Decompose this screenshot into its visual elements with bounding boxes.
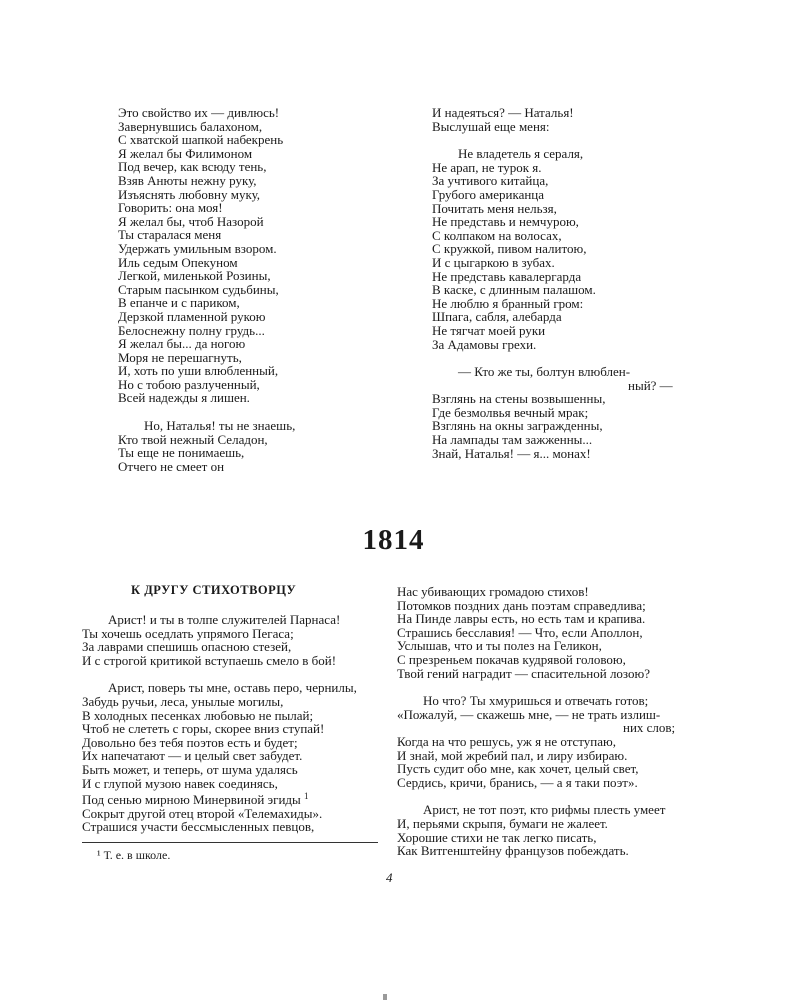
verse-line: Услышав, что и ты полез на Геликон, xyxy=(397,638,602,654)
verse-line: Быть может, и теперь, от шума удалясь xyxy=(82,761,298,777)
stanza-gap xyxy=(397,680,675,694)
verse-line: И надеяться? — Наталья! xyxy=(432,105,574,120)
verse-line: С колпаком на волосах, xyxy=(432,227,562,243)
verse-line: С хватской шапкой набекрень xyxy=(118,132,284,148)
verse-line: Грубого американца xyxy=(432,186,545,202)
verse-line: Сокрыт другой отец второй «Телемахиды». xyxy=(82,805,323,821)
poem-column-bottom-right xyxy=(397,585,675,858)
verse-line: Кто твой нежный Селадон, xyxy=(118,431,268,447)
verse-line: Отчего не смеет он xyxy=(118,458,225,474)
verse-line: Но что? Ты хмуришься и отвечать готов; xyxy=(423,693,649,709)
verse-line: И, перьями скрыпя, бумаги не жалеет. xyxy=(397,815,608,831)
verse-line: Не владетель я сераля, xyxy=(458,146,584,162)
stanza-gap xyxy=(82,667,357,681)
scan-artifact xyxy=(383,994,387,1000)
verse-line: Ты хочешь оседлать упрямого Пегаса; xyxy=(82,625,294,641)
verse-line: Не люблю я бранный гром: xyxy=(432,295,584,311)
verse-line: Сердись, кричи, бранись, — а я таки поэт». xyxy=(397,774,638,790)
poem-title: К ДРУГУ СТИХОТВОРЦУ xyxy=(131,583,297,597)
verse-line: Не тягчат моей руки xyxy=(432,322,546,338)
poem-column-top-right xyxy=(432,106,673,460)
verse-line: Хорошие стихи не так легко писать, xyxy=(397,829,597,845)
verse-line: ный? — xyxy=(628,377,673,393)
verse-line: Арист! и ты в толпе служителей Парнаса! xyxy=(108,612,341,627)
year-heading: 1814 xyxy=(362,524,425,556)
verse-line: Довольно без тебя поэтов есть и будет; xyxy=(82,734,298,750)
verse-text: Под сенью мирною Минервиной эгиды xyxy=(82,792,301,808)
verse-line: Шпага, сабля, алебарда xyxy=(432,309,562,325)
verse-line: В холодных песенках любовью не пылай; xyxy=(82,707,314,723)
verse-line: Не арап, не турок я. xyxy=(432,159,542,175)
verse-line: Легкой, миленькой Розины, xyxy=(118,268,271,284)
verse-line: Взглянь на стены возвышенны, xyxy=(432,391,606,407)
verse-line: «Пожалуй, — скажешь мне, — не трать излиш- xyxy=(397,706,661,722)
verse-line: Изъяснять любовну муку, xyxy=(118,186,261,202)
verse-line: Но, Наталья! ты не знаешь, xyxy=(144,418,296,434)
verse-line: Взяв Анюты нежну руку, xyxy=(118,172,257,188)
verse-line: Я желал бы Филимоном xyxy=(118,145,253,161)
verse-line: И, хоть по уши влюбленный, xyxy=(118,363,279,379)
verse-line: Белоснежну полну грудь... xyxy=(118,322,265,338)
verse-line: Всей надежды я лишен. xyxy=(118,390,250,406)
verse-line: — Кто же ты, болтун влюблен- xyxy=(458,364,631,380)
verse-line: Потомков поздних дань поэтам справедлива; xyxy=(397,597,646,613)
verse-line: На лампады там зажженны... xyxy=(432,432,593,448)
verse-line: Я желал бы, чтоб Назорой xyxy=(118,213,264,229)
verse-line: Нас убивающих громадою стихов! xyxy=(397,584,589,599)
verse-line: Знай, Наталья! — я... монах! xyxy=(432,445,591,461)
verse-line: Под вечер, как всюду тень, xyxy=(118,159,267,175)
verse-line: Как Витгенштейну французов побеждать. xyxy=(397,843,629,859)
verse-line: Забудь ручьи, леса, унылые могилы, xyxy=(82,693,284,709)
verse-line: Арист, поверь ты мне, оставь перо, чернилы, xyxy=(108,680,357,696)
verse-line: них слов; xyxy=(623,720,676,736)
verse-line: И знай, мой жребий пал, и лиру избираю. xyxy=(397,747,628,763)
stanza-gap xyxy=(432,133,673,147)
verse-line: В каске, с длинным палашом. xyxy=(432,282,596,298)
verse-line: Пусть судит обо мне, как хочет, целый свет, xyxy=(397,761,639,777)
verse-line: Но с тобою разлученный, xyxy=(118,376,260,392)
verse-line: За учтивого китайца, xyxy=(432,173,549,189)
footnote-marker: 1 xyxy=(304,791,309,802)
verse-line: Взглянь на окны загражденны, xyxy=(432,418,603,434)
page-number: 4 xyxy=(386,870,393,885)
verse-line: Завернувшись балахоном, xyxy=(118,118,263,134)
verse-line: Иль седым Опекуном xyxy=(118,254,238,270)
verse-line: Когда на что решусь, уж я не отступаю, xyxy=(397,733,617,749)
footnote: ¹ Т. е. в школе. xyxy=(97,848,171,862)
verse-line: На Пинде лавры есть, но есть там и крапива. xyxy=(397,611,646,627)
verse-line: Почитать меня нельзя, xyxy=(432,200,557,216)
footnote-divider xyxy=(82,842,378,843)
verse-line: Где безмолвья вечный мрак; xyxy=(432,404,589,420)
verse-line-with-footnote xyxy=(82,790,357,807)
verse-line: Выслушай еще меня: xyxy=(432,118,550,134)
verse-line: Ты старалася меня xyxy=(118,227,222,243)
verse-line: За лаврами спешишь опасною стезей, xyxy=(82,639,292,655)
verse-line: Я желал бы... да ногою xyxy=(118,336,246,352)
verse-line: Страшись бесславия! — Что, если Аполлон, xyxy=(397,624,643,640)
verse-line: Страшися участи бессмысленных певцов, xyxy=(82,819,315,835)
verse-line: Моря не перешагнуть, xyxy=(118,349,242,365)
verse-line: Не представь и немчурою, xyxy=(432,214,579,230)
stanza-gap xyxy=(118,405,295,419)
verse-line: За Адамовы грехи. xyxy=(432,336,537,352)
verse-line: Старым пасынком судьбины, xyxy=(118,281,279,297)
stanza-gap xyxy=(432,351,673,365)
verse-line: Не представь кавалергарда xyxy=(432,268,582,284)
verse-line: Твой гений наградит — спасительной лозою? xyxy=(397,665,650,681)
verse-line: Дерзкой пламенной рукою xyxy=(118,308,266,324)
verse-line: Ты еще не понимаешь, xyxy=(118,445,245,461)
verse-line: С презреньем покачав кудрявой головою, xyxy=(397,651,626,667)
verse-line: И с глупой музою навек соединясь, xyxy=(82,775,278,791)
verse-line: И с цыгаркою в зубах. xyxy=(432,254,555,270)
poem-column-bottom-left xyxy=(82,613,357,834)
verse-line: Говорить: она моя! xyxy=(118,200,223,216)
verse-line: С кружкой, пивом налитою, xyxy=(432,241,587,257)
poem-column-top-left xyxy=(118,106,295,473)
verse-line: Их напечатают — и целый свет забудет. xyxy=(82,748,303,764)
verse-line: В епанче и с париком, xyxy=(118,295,240,311)
stanza-gap xyxy=(397,789,675,803)
verse-line: Удержать умильным взором. xyxy=(118,240,277,256)
verse-line: И с строгой критикой вступаешь смело в бой! xyxy=(82,652,337,668)
verse-line: Чтоб не слететь с горы, скорее вниз ступай! xyxy=(82,721,325,737)
verse-line: Это свойство их — дивлюсь! xyxy=(118,105,280,120)
verse-line: Арист, не тот поэт, кто рифмы плесть умеет xyxy=(423,802,666,818)
